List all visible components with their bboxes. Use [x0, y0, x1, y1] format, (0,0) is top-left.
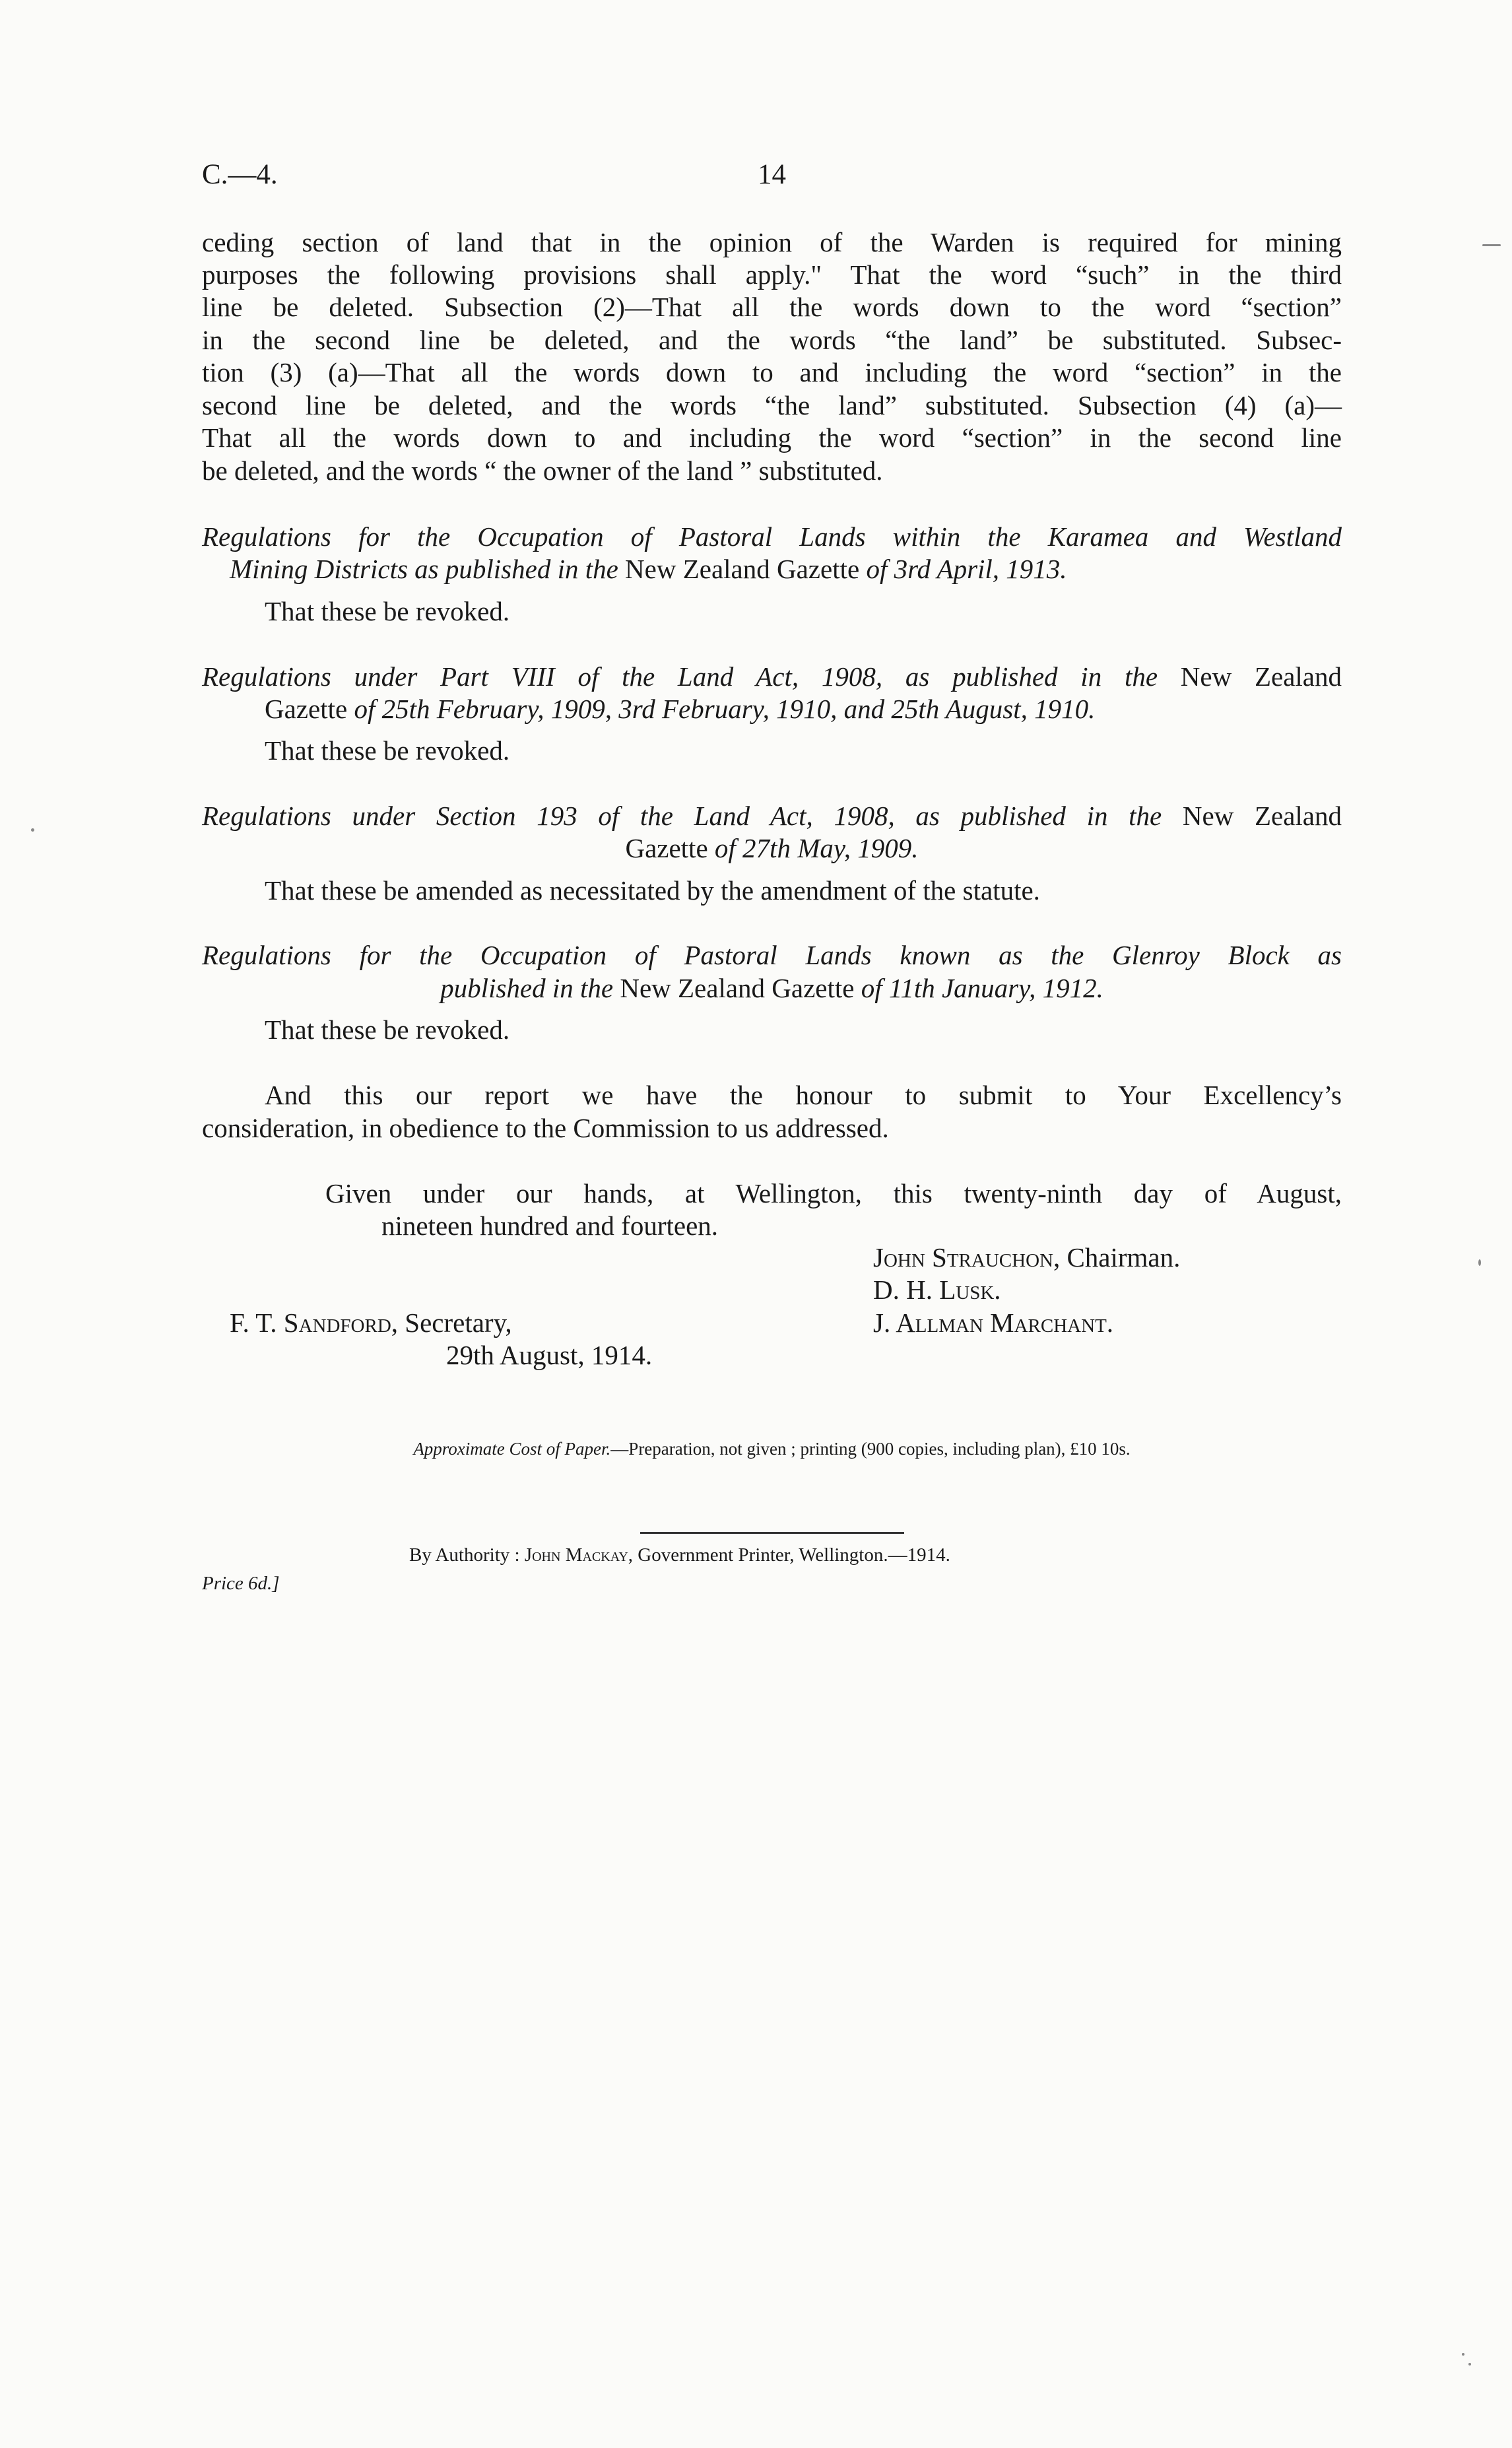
closing-line: consideration, in obedience to the Commission to us addressed. [202, 1113, 889, 1143]
regulation-heading: Regulations under Part VIII of the Land Act, 1908, as published in the New Zealand [202, 661, 1342, 692]
intro-line: That all the words down to and including the word “section” in the second line [202, 422, 1342, 453]
scan-mark [1478, 1259, 1481, 1266]
regulation-heading: Regulations under Section 193 of the Land Act, 1908, as published in the New Zealand [202, 801, 1342, 831]
regulation-heading: Gazette of 27th May, 1909. [625, 833, 919, 863]
intro-line: in the second line be deleted, and the words “the land” be substituted. Subsec- [202, 325, 1342, 355]
intro-line: tion (3) (a)—That all the words down to and including the word “section” in the [202, 357, 1342, 387]
regulation-heading: Gazette of 25th February, 1909, 3rd February, 1910, and 25th August, 1910. [265, 694, 1096, 724]
intro-line: purposes the following provisions shall apply." That the word “such” in the third [202, 259, 1342, 290]
intro-line: line be deleted. Subsection (2)—That all the words down to the word “section” [202, 292, 1342, 322]
given-line: nineteen hundred and fourteen. [381, 1210, 719, 1241]
secretary-date: 29th August, 1914. [446, 1340, 653, 1370]
regulation-action: That these be revoked. [265, 1014, 510, 1045]
cost-note: Approximate Cost of Paper.—Preparation, not given ; printing (900 copies, including plan), £10 10s. [413, 1439, 1131, 1459]
member-signature: D. H. Lusk. [873, 1274, 1001, 1305]
scan-mark [1468, 2363, 1471, 2365]
secretary-signature: F. T. Sandford, Secretary, [230, 1307, 512, 1338]
intro-line: ceding section of land that in the opinion of the Warden is required for mining [202, 227, 1342, 257]
document-code: C.—4. [202, 159, 278, 190]
regulation-action: That these be revoked. [265, 596, 510, 626]
intro-line: second line be deleted, and the words “the land” substituted. Subsection (4) (a)— [202, 390, 1342, 420]
scan-mark [1482, 244, 1501, 246]
scan-mark [31, 828, 34, 832]
closing-line: And this our report we have the honour to submit to Your Excellency’s [265, 1080, 1342, 1110]
regulation-heading: Regulations for the Occupation of Pastoral Lands within the Karamea and Westland [202, 521, 1342, 552]
member-signature: J. Allman Marchant. [873, 1307, 1114, 1338]
page-number: 14 [758, 159, 786, 190]
regulation-action: That these be revoked. [265, 735, 510, 766]
price-label: Price 6d.] [202, 1573, 280, 1594]
given-line: Given under our hands, at Wellington, this twenty-ninth day of August, [325, 1178, 1342, 1208]
scan-mark [1462, 2353, 1464, 2356]
regulation-heading: Regulations for the Occupation of Pastoral Lands known as the Glenroy Block as [202, 940, 1342, 970]
regulation-heading: Mining Districts as published in the New Zealand Gazette of 3rd April, 1913. [230, 554, 1067, 584]
footer-rule [640, 1532, 904, 1534]
printer-imprint: By Authority : John Mackay, Government Printer, Wellington.—1914. [409, 1544, 950, 1566]
chairman-signature: John Strauchon, Chairman. [873, 1242, 1181, 1273]
regulation-heading: published in the New Zealand Gazette of 11th January, 1912. [440, 973, 1103, 1003]
intro-line: be deleted, and the words “ the owner of the land ” substituted. [202, 455, 883, 486]
regulation-action: That these be amended as necessitated by the amendment of the statute. [265, 875, 1040, 906]
